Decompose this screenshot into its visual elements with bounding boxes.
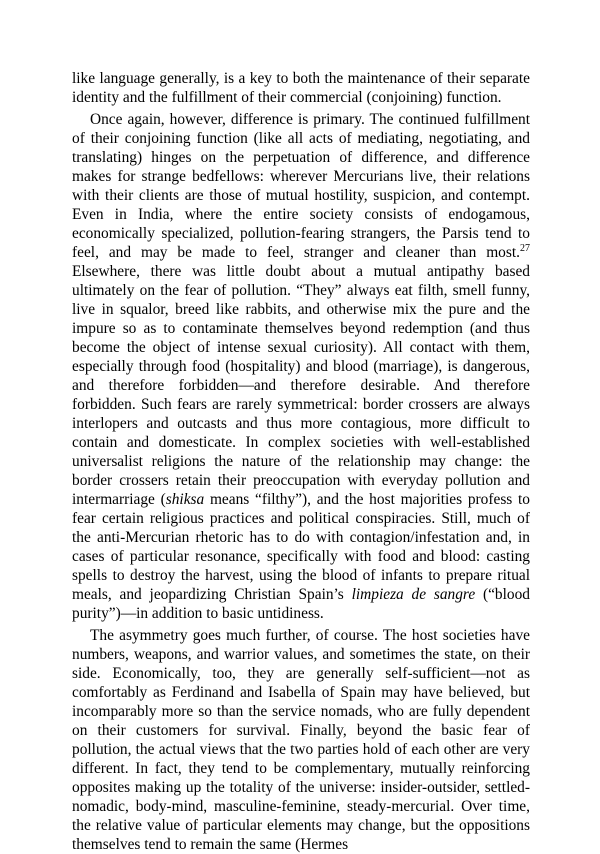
- italic-term: shiksa: [165, 491, 205, 508]
- paragraph-text: (“blood purity”)—in addition to basic untidiness.: [72, 586, 530, 622]
- paragraph-text: means “filthy”), and the host majorities profess to fear certain religious practices and political conspiracies. Still, much of the anti-Mercurian rhetoric has to do with contagion/infestation and, in cases of particular resonance, specifically with food and blood: casting spells to destroy the harvest, using the blood of infants to prepare ritual meals, and jeopardizing Christian Spain’s: [72, 491, 530, 603]
- paragraph-text: Elsewhere, there was little doubt about a mutual antipathy based ultimately on the fear of pollution. “They” always eat filth, smell funny, live in squalor, breed like rabbits, and otherwise mix the pure and the impure so as to contaminate themselves beyond redemption (and thus become the object of intense sexual curiosity). All contact with them, especially through food (hospitality) and blood (marriage), is dangerous, and therefore forbidden—and therefore desirable. And therefore forbidden. Such fears are rarely symmetrical: border crossers are always interlopers and outcasts and thus more contagious, more difficult to contain and domesticate. In complex societies with well-established universalist religions the nature of the relationship may change: the border crossers retain their preoccupation with everyday pollution and intermarriage (: [72, 263, 530, 508]
- paragraph-text: The asymmetry goes much further, of course. The host societies have numbers, weapons, and warrior values, and sometimes the state, on their side. Economically, too, they are generally self-sufficient—not as comfortably as Ferdinand and Isabella of Spain may have believed, but incomparably more so than the service nomads, who are fully dependent on their customers for survival. Finally, beyond the basic fear of pollution, the actual views that the two parties hold of each other are very different. In fact, they tend to be complementary, mutually reinforcing opposites making up the totality of the universe: insider-outsider, settled-nomadic, body-mind, masculine-feminine, steady-mercurial. Over time, the relative value of particular elements may change, but the oppositions themselves tend to remain the same (Hermes: [72, 627, 530, 853]
- footnote-reference[interactable]: 27: [520, 243, 530, 254]
- document-page: [72, 69, 530, 854]
- italic-term: limpieza de sangre: [351, 586, 476, 603]
- paragraph-continuation: [72, 69, 530, 107]
- paragraph-difference: [72, 110, 530, 623]
- paragraph-text: Once again, however, difference is primary. The continued fulfillment of their conjoining function (like all acts of mediating, negotiating, and translating) hinges on the perpetuation of difference, and difference makes for strange bedfellows: wherever Mercurians live, their relations with their clients are those of mutual hostility, suspicion, and contempt. Even in India, where the entire society consists of endogamous, economically specialized, pollution-fearing strangers, the Parsis tend to feel, and may be made to feel, stranger and cleaner than most.: [72, 111, 530, 261]
- paragraph-asymmetry: [72, 626, 530, 854]
- paragraph-text: like language generally, is a key to both the maintenance of their separate identity and the fulfillment of their commercial (conjoining) function.: [72, 70, 530, 106]
